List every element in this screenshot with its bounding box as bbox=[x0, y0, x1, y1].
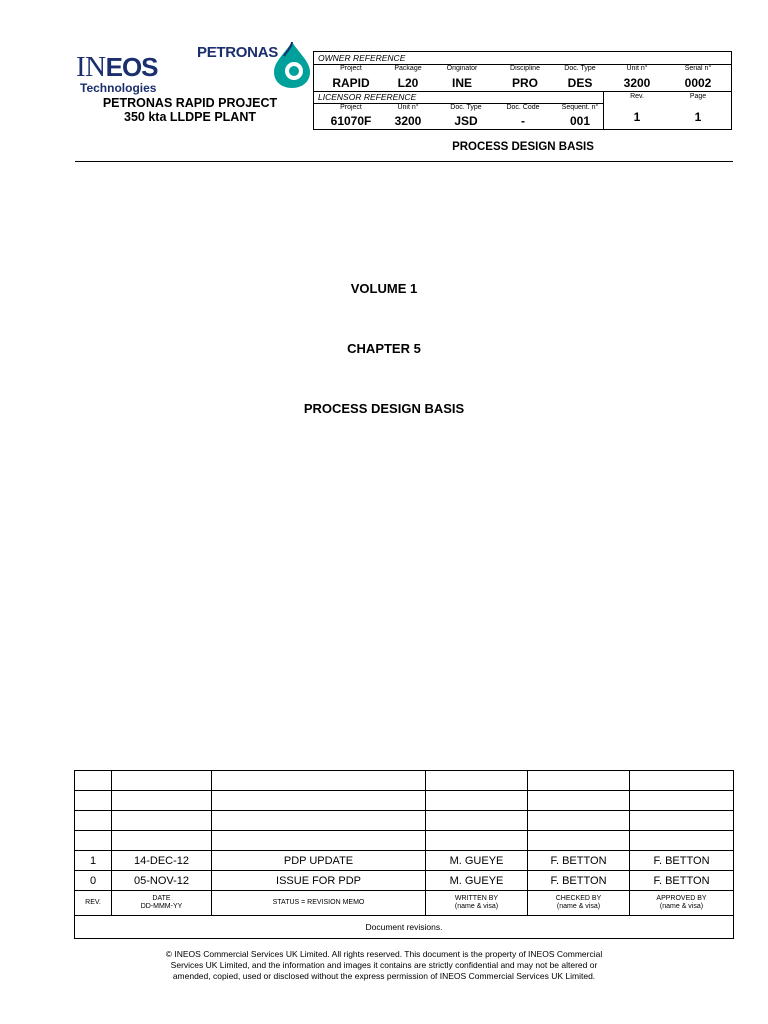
owner-header-doctype: Doc. Type bbox=[564, 65, 596, 72]
header-rev: REV. bbox=[75, 891, 112, 916]
project-title-line1: PETRONAS RAPID PROJECT bbox=[102, 96, 278, 110]
header-date bbox=[112, 891, 212, 916]
owner-value-originator: INE bbox=[451, 76, 472, 90]
owner-value-unit: 3200 bbox=[623, 76, 651, 90]
header-approved-line1: APPROVED BY bbox=[656, 895, 707, 902]
table-row bbox=[75, 831, 734, 851]
licensor-header-doccode: Doc. Code bbox=[506, 104, 540, 111]
written-cell bbox=[426, 771, 528, 791]
petronas-wordmark: PETRONAS bbox=[197, 44, 278, 61]
owner-header-discipline: Discipline bbox=[510, 65, 540, 72]
owner-reference-title: OWNER REFERENCE bbox=[318, 53, 406, 63]
ineos-wordmark bbox=[76, 52, 176, 82]
header-status: STATUS = REVISION MEMO bbox=[212, 891, 426, 916]
approved-cell bbox=[630, 771, 734, 791]
status-cell bbox=[212, 771, 426, 791]
licensor-value-doccode: - bbox=[521, 114, 525, 128]
header-written-line2: (name & visa) bbox=[454, 903, 499, 910]
table-row bbox=[75, 791, 734, 811]
header-checked-line1: CHECKED BY bbox=[555, 895, 602, 902]
date-cell bbox=[112, 811, 212, 831]
owner-header-project: Project bbox=[340, 65, 362, 72]
licensor-value-rev: 1 bbox=[633, 110, 641, 124]
licensor-header-sequent: Sequent. n° bbox=[561, 104, 599, 111]
written-cell bbox=[426, 811, 528, 831]
status-cell bbox=[212, 811, 426, 831]
copyright-line3: amended, copied, used or disclosed without the express permission of INEOS Commercial Services UK Limited. bbox=[172, 971, 596, 981]
rev-cell: 0 bbox=[75, 871, 112, 891]
written-cell: M. GUEYE bbox=[426, 871, 528, 891]
copyright-footer bbox=[150, 949, 618, 982]
revision-caption-row bbox=[75, 916, 734, 939]
written-cell bbox=[426, 791, 528, 811]
checked-cell bbox=[528, 831, 630, 851]
table-row bbox=[75, 811, 734, 831]
approved-cell: F. BETTON bbox=[630, 871, 734, 891]
status-cell bbox=[212, 831, 426, 851]
copyright-line1: © INEOS Commercial Services UK Limited. All rights reserved. This document is the property of INEOS Commercial bbox=[165, 949, 603, 959]
owner-value-discipline: PRO bbox=[511, 76, 538, 90]
owner-header-package: Package bbox=[394, 65, 422, 72]
approved-cell bbox=[630, 791, 734, 811]
status-cell: PDP UPDATE bbox=[212, 851, 426, 871]
date-cell bbox=[112, 791, 212, 811]
approved-cell bbox=[630, 811, 734, 831]
ineos-logo bbox=[76, 52, 176, 95]
licensor-header-rev: Rev. bbox=[630, 93, 644, 100]
rev-cell bbox=[75, 811, 112, 831]
date-cell bbox=[112, 831, 212, 851]
document-title-heading: PROCESS DESIGN BASIS bbox=[303, 401, 465, 416]
status-cell: ISSUE FOR PDP bbox=[212, 871, 426, 891]
owner-header-serial: Serial n° bbox=[684, 65, 712, 72]
licensor-value-page: 1 bbox=[694, 110, 702, 124]
copyright-line2: Services UK Limited, and the information and images it contains are strictly confidential and may not be altered or bbox=[170, 960, 598, 970]
status-cell bbox=[212, 791, 426, 811]
project-title bbox=[90, 96, 290, 124]
header-written-line1: WRITTEN BY bbox=[454, 895, 499, 902]
petronas-drop-icon bbox=[270, 40, 314, 90]
header-checked bbox=[528, 891, 630, 916]
ineos-prefix: IN bbox=[76, 51, 106, 83]
document-subtitle: PROCESS DESIGN BASIS bbox=[452, 141, 594, 153]
revision-table bbox=[74, 770, 734, 939]
licensor-value-doctype: JSD bbox=[454, 114, 478, 128]
licensor-value-sequent: 001 bbox=[569, 114, 591, 128]
owner-value-doctype: DES bbox=[567, 76, 593, 90]
written-cell bbox=[426, 831, 528, 851]
table-row bbox=[75, 771, 734, 791]
header-approved bbox=[630, 891, 734, 916]
table-row bbox=[75, 851, 734, 871]
licensor-value-project: 61070F bbox=[330, 114, 372, 128]
owner-value-serial: 0002 bbox=[684, 76, 712, 90]
licensor-value-unit: 3200 bbox=[394, 114, 422, 128]
owner-header-unit: Unit n° bbox=[626, 65, 648, 72]
owner-header-originator: Originator bbox=[446, 65, 478, 72]
checked-cell: F. BETTON bbox=[528, 851, 630, 871]
header-checked-line2: (name & visa) bbox=[556, 903, 601, 910]
checked-cell bbox=[528, 811, 630, 831]
revision-caption: Document revisions. bbox=[75, 916, 734, 939]
ineos-suffix: EOS bbox=[105, 52, 158, 82]
rev-cell: 1 bbox=[75, 851, 112, 871]
owner-value-package: L20 bbox=[397, 76, 419, 90]
reference-block bbox=[313, 51, 732, 130]
date-cell: 14-DEC-12 bbox=[112, 851, 212, 871]
checked-cell bbox=[528, 791, 630, 811]
checked-cell: F. BETTON bbox=[528, 871, 630, 891]
written-cell: M. GUEYE bbox=[426, 851, 528, 871]
revision-header-row bbox=[75, 891, 734, 916]
header-approved-line2: (name & visa) bbox=[659, 903, 704, 910]
rev-cell bbox=[75, 771, 112, 791]
ineos-technologies-label: Technologies bbox=[80, 81, 157, 95]
licensor-header-doctype: Doc. Type bbox=[450, 104, 482, 111]
date-cell: 05-NOV-12 bbox=[112, 871, 212, 891]
rev-cell bbox=[75, 791, 112, 811]
approved-cell: F. BETTON bbox=[630, 851, 734, 871]
approved-cell bbox=[630, 831, 734, 851]
header-written bbox=[426, 891, 528, 916]
licensor-header-page: Page bbox=[689, 93, 707, 100]
rev-cell bbox=[75, 831, 112, 851]
table-row bbox=[75, 871, 734, 891]
project-title-line2: 350 kta LLDPE PLANT bbox=[124, 110, 256, 124]
owner-value-project: RAPID bbox=[332, 76, 370, 90]
header-date-line1: DATE bbox=[152, 895, 171, 902]
licensor-header-project: Project bbox=[340, 104, 362, 111]
licensor-header-unit: Unit n° bbox=[397, 104, 419, 111]
checked-cell bbox=[528, 771, 630, 791]
chapter-heading: CHAPTER 5 bbox=[347, 341, 421, 356]
volume-heading: VOLUME 1 bbox=[350, 281, 418, 296]
header-date-line2: DD-MMM-YY bbox=[140, 903, 183, 910]
licensor-reference-title: LICENSOR REFERENCE bbox=[318, 92, 417, 102]
divider bbox=[603, 91, 604, 130]
date-cell bbox=[112, 771, 212, 791]
header-rule bbox=[75, 161, 733, 162]
